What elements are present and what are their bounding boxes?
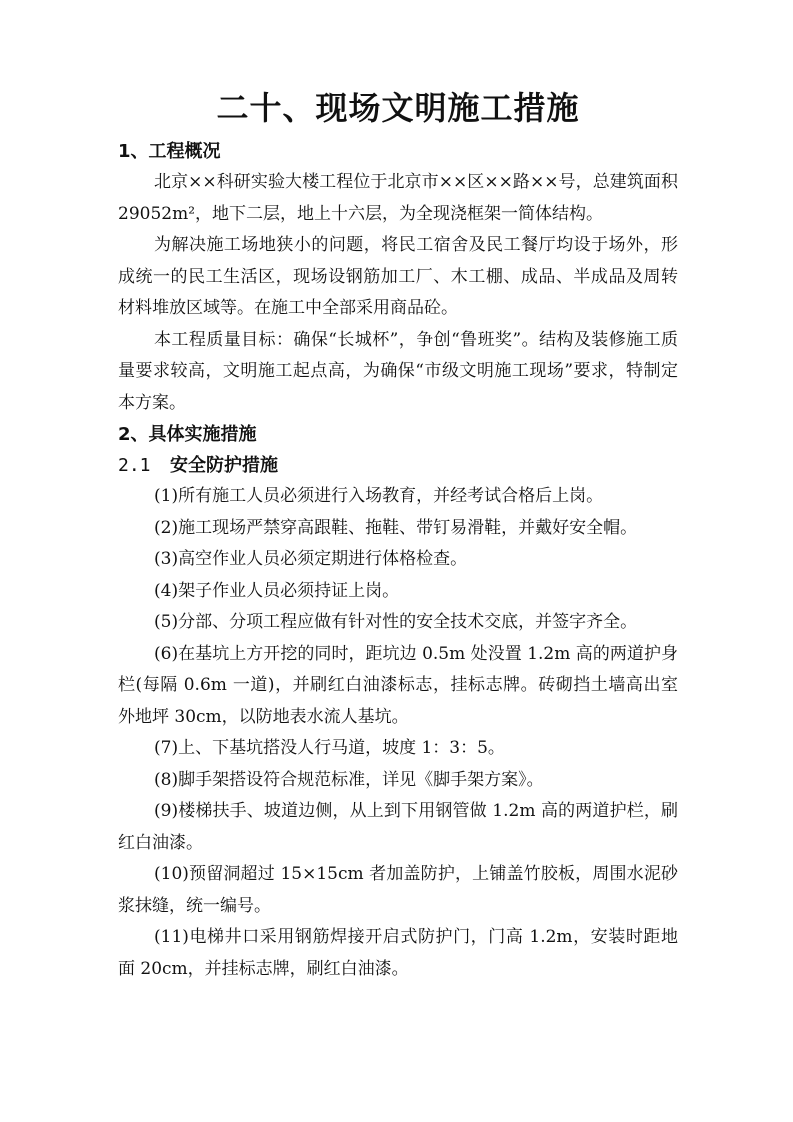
list-item: (4)架子作业人员必须持证上岗。 bbox=[154, 580, 400, 601]
list-item: (11)电梯井口采用钢筋焊接开启式防护门，门高 1.2m，安装时距地面 20cm，并挂标志牌，刷红白油漆。 bbox=[118, 927, 678, 979]
paragraph: 为解决施工场地狭小的问题，将民工宿舍及民工餐厅均设于场外，形成统一的民工生活区，现场设钢筋加工厂、木工棚、成品、半成品及周转材料堆放区域等。在施工中全部采用商品砼。 bbox=[118, 235, 678, 318]
list-item: (8)脚手架搭设符合规范标准，详见《脚手架方案》。 bbox=[154, 769, 544, 790]
list-item: (10)预留洞超过 15×15cm 者加盖防护，上铺盖竹胶板，周围水泥砂浆抹缝，统一编号。 bbox=[118, 864, 678, 916]
subsection-heading bbox=[118, 450, 678, 481]
list-item: (9)楼梯扶手、坡道边侧，从上到下用钢管做 1.2m 高的两道护栏，刷红白油漆。 bbox=[118, 801, 678, 853]
list-item: (3)高空作业人员必须定期进行体格检查。 bbox=[154, 549, 468, 569]
list-item: (1)所有施工人员必须进行入场教育，并经考试合格后上岗。 bbox=[154, 486, 604, 506]
list-item: (2)施工现场严禁穿高跟鞋、拖鞋、带钉易滑鞋，并戴好安全帽。 bbox=[154, 517, 638, 538]
section-heading: 2、具体实施措施 bbox=[118, 424, 257, 445]
section-implementation-measures bbox=[118, 419, 678, 985]
document-title: 二十、现场文明施工措施 bbox=[216, 89, 580, 127]
list-item: (7)上、下基坑搭没人行马道，坡度 1：3：5。 bbox=[154, 738, 505, 758]
paragraph: 北京××科研实验大楼工程位于北京市××区××路××号，总建筑面积 29052m²，地下二层，地上十六层，为全现浇框架一简体结构。 bbox=[118, 172, 678, 224]
paragraph: 本工程质量目标：确保“长城杯”，争创“鲁班奖”。结构及装修施工质量要求较高，文明施工起点高，为确保“市级文明施工现场”要求，特制定本方案。 bbox=[118, 329, 678, 413]
subsection-number: 2.1 bbox=[118, 455, 151, 476]
document-page bbox=[118, 86, 678, 985]
section-heading: 1、工程概况 bbox=[118, 141, 221, 162]
section-project-overview bbox=[118, 136, 678, 419]
subsection-title: 安全防护措施 bbox=[170, 455, 278, 476]
list-item: (6)在基坑上方开挖的同时，距坑边 0.5m 处没置 1.2m 高的两道护身栏(每隔 0.6m 一道)，并刷红白油漆标志，挂标志牌。砖砌挡土墙高出室外地坪 30cm，以防地表水流人基坑。 bbox=[118, 643, 678, 727]
list-item: (5)分部、分项工程应做有针对性的安全技术交底，并签字齐全。 bbox=[154, 612, 638, 632]
